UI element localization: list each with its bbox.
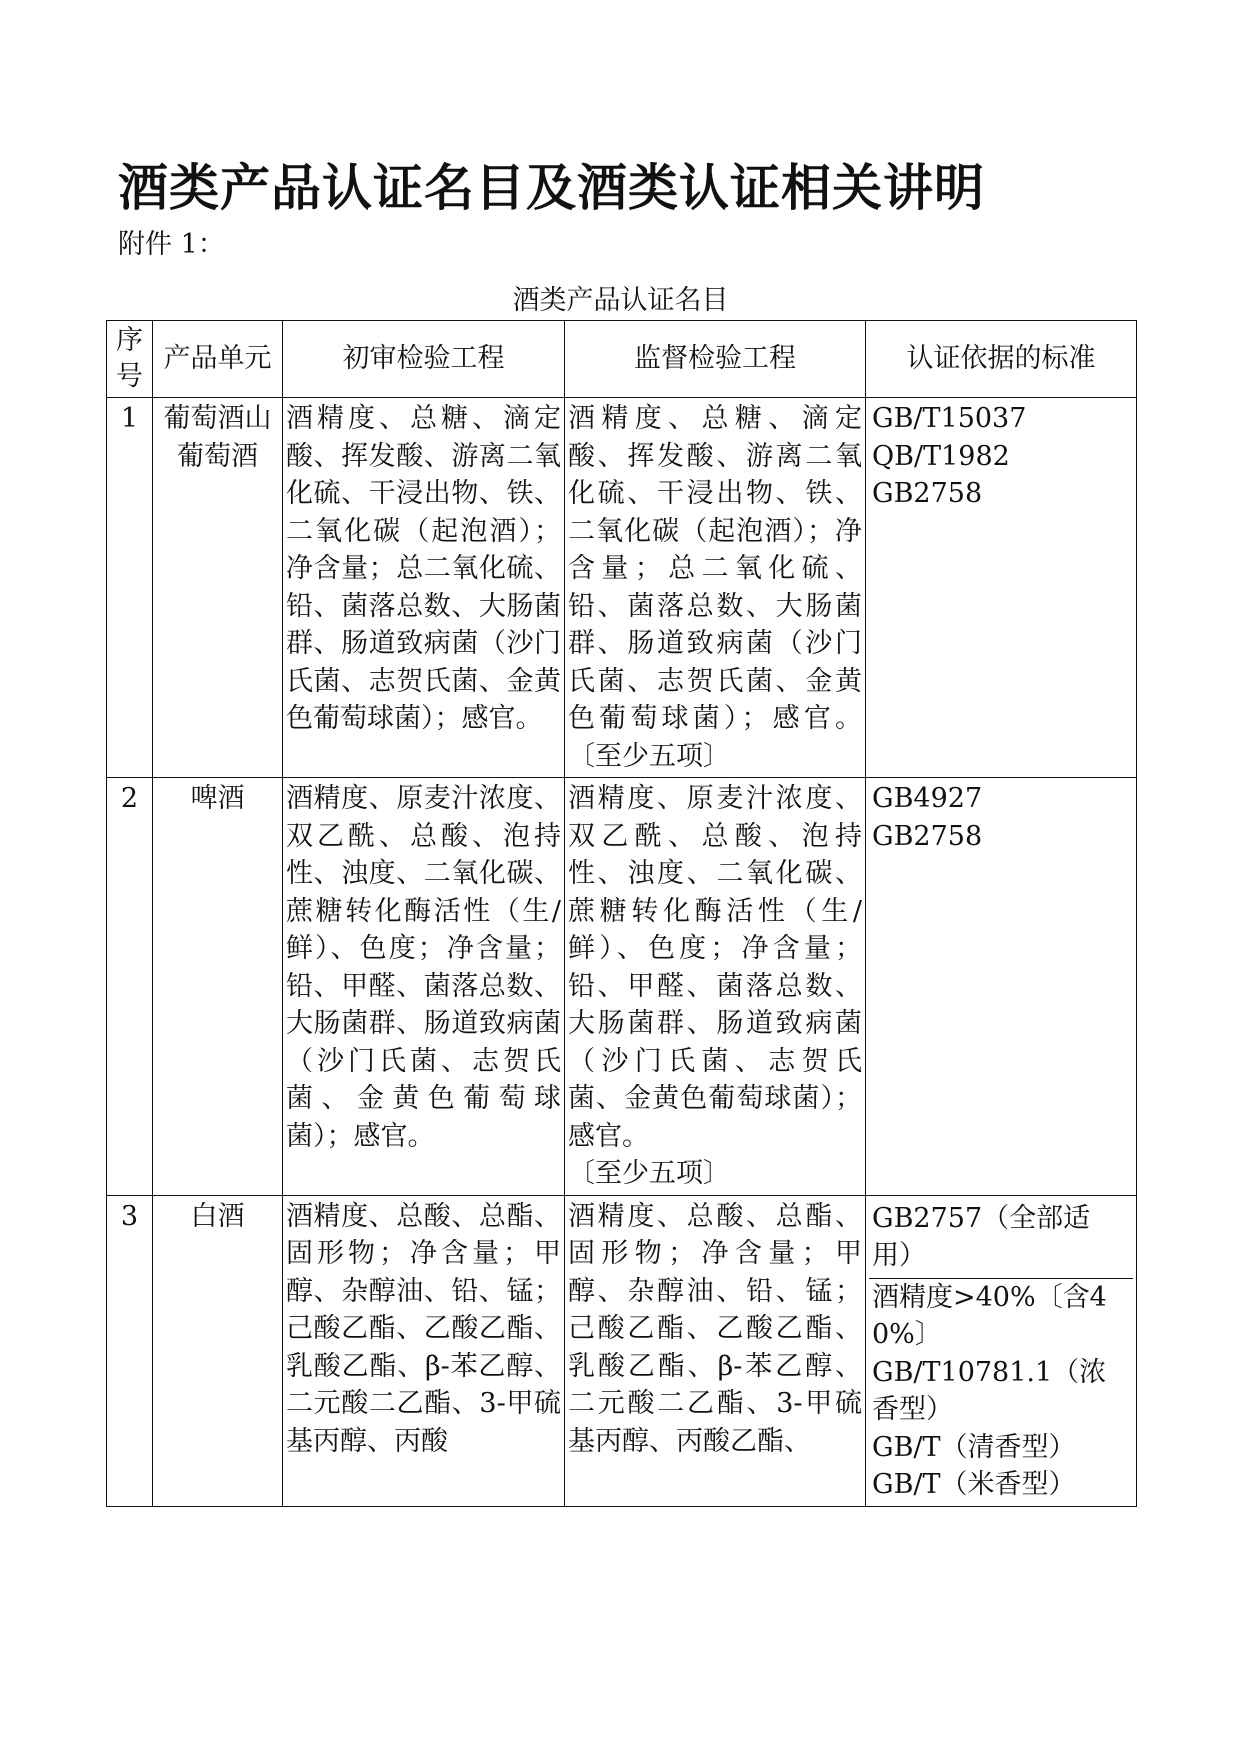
table-row (107, 778, 1137, 1196)
standard-code: GB2758 (872, 478, 983, 509)
header-standard: 认证依据的标准 (866, 321, 1137, 398)
row-product-unit: 白酒 (153, 1195, 283, 1506)
row-standards (866, 1195, 1137, 1506)
row-initial-items: 酒精度、总糖、滴定酸、挥发酸、游离二氧化硫、干浸出物、铁、二氧化碳（起泡酒）；净含量；总二氧化硫、铅、菌落总数、大肠菌群、肠道致病菌（沙门氏菌、志贺氏菌、金黄色葡萄球菌）；感官。 (283, 398, 565, 778)
row-supervision-items: 酒精度、总糖、滴定酸、挥发酸、游离二氧化硫、干浸出物、铁、二氧化碳（起泡酒）；净含量；总二氧化硫、铅、菌落总数、大肠菌群、肠道致病菌（沙门氏菌、志贺氏菌、金黄色葡萄球菌）；感官。〔至少五项〕 (565, 398, 866, 778)
row-standards (866, 398, 1137, 778)
row-index: 1 (107, 398, 153, 778)
standard-code: GB2758 (872, 820, 983, 852)
header-index: 序号 (107, 321, 153, 398)
standard-code: QB/T1982 (872, 440, 1010, 472)
standard-general: GB2757（全部适用） (872, 1202, 1091, 1271)
table-caption: 酒类产品认证名目 (512, 285, 729, 316)
attachment-label: 附件 1： (118, 229, 225, 260)
header-unit: 产品单元 (153, 321, 283, 398)
standard-condition: 酒精度>40%〔含40%〕 (872, 1281, 1107, 1350)
row-index: 3 (107, 1195, 153, 1506)
certification-table (106, 320, 1137, 1507)
standard-code: GB/T15037 (872, 403, 1027, 434)
table-header-row (107, 321, 1137, 398)
row-supervision-items: 酒精度、总酸、总酯、固形物；净含量；甲醇、杂醇油、铅、锰；己酸乙酯、乙酸乙酯、乳酸乙酯、β-苯乙醇、二元酸二乙酯、3-甲硫基丙醇、丙酸乙酯、 (565, 1195, 866, 1506)
row-product-unit: 葡萄酒山葡萄酒 (153, 398, 283, 778)
supervision-items-text: 酒精度、原麦汁浓度、双乙酰、总酸、泡持性、浊度、二氧化碳、蔗糖转化酶活性（生/鲜）、色度；净含量；铅、甲醛、菌落总数、大肠菌群、肠道致病菌（沙门氏菌、志贺氏菌、金黄色葡萄球菌）；感官。 (568, 783, 862, 1152)
row-initial-items: 酒精度、原麦汁浓度、双乙酰、总酸、泡持性、浊度、二氧化碳、蔗糖转化酶活性（生/鲜）、色度；净含量；铅、甲醛、菌落总数、大肠菌群、肠道致病菌（沙门氏菌、志贺氏菌、金黄色葡萄球菌）；感官。 (283, 778, 565, 1196)
header-initial-inspection: 初审检验工程 (283, 321, 565, 398)
standard-code: GB/T10781.1（浓香型） (872, 1356, 1107, 1425)
standard-code: GB/T（米香型） (872, 1469, 1076, 1500)
standard-condition-group (869, 1278, 1133, 1504)
row-initial-items: 酒精度、总酸、总酯、固形物；净含量；甲醇、杂醇油、铅、锰；己酸乙酯、乙酸乙酯、乳酸乙酯、β-苯乙醇、二元酸二乙酯、3-甲硫基丙醇、丙酸 (283, 1195, 565, 1506)
header-supervision-inspection: 监督检验工程 (565, 321, 866, 398)
table-row (107, 398, 1137, 778)
row-supervision-items (565, 778, 866, 1196)
standard-code: GB/T（清香型） (872, 1431, 1076, 1463)
supervision-note: 〔至少五项〕 (568, 1158, 730, 1189)
row-index: 2 (107, 778, 153, 1196)
standard-code: GB4927 (872, 783, 983, 814)
document-title: 酒类产品认证名目及酒类认证相关讲明 (118, 159, 985, 217)
row-product-unit: 啤酒 (153, 778, 283, 1196)
table-row (107, 1195, 1137, 1506)
row-standards (866, 778, 1137, 1196)
